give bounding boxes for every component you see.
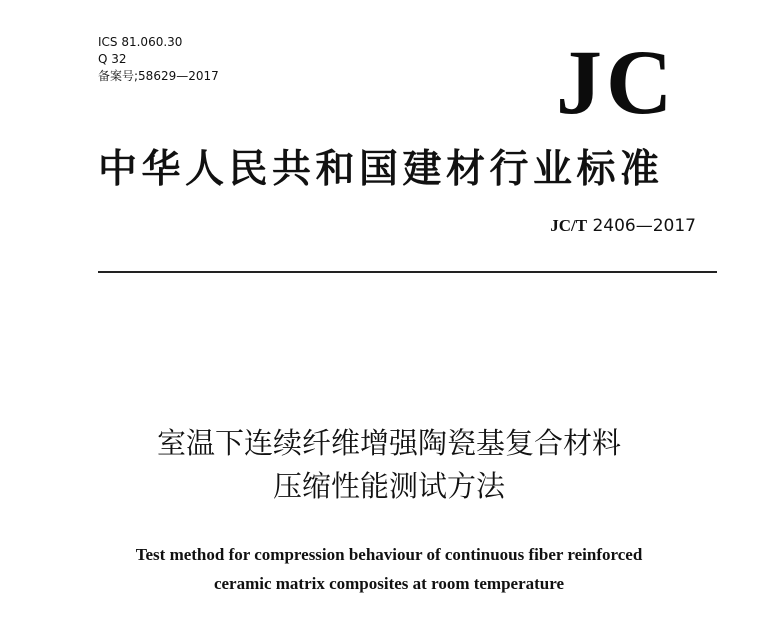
standard-code: 2406—2017 — [592, 216, 696, 236]
chinese-title-line-1: 室温下连续纤维增强陶瓷基复合材料 — [156, 426, 621, 460]
standard-prefix: JC/T — [550, 216, 588, 235]
ics-code: ICS 81.060.30 — [98, 35, 183, 49]
header-divider — [98, 271, 717, 273]
filing-number: 备案号;58629—2017 — [98, 69, 219, 83]
standard-number — [550, 216, 696, 236]
english-title-line-2: ceramic matrix composites at room temperature — [213, 574, 565, 593]
classification-block — [98, 34, 219, 85]
chinese-title — [0, 422, 778, 508]
jc-logo: JC — [556, 31, 677, 133]
issuing-authority-title: 中华人民共和国建材行业标准 — [98, 147, 664, 192]
english-title-line-1: Test method for compression behaviour of continuous fiber reinforced — [135, 545, 643, 564]
chinese-title-line-2: 压缩性能测试方法 — [272, 469, 505, 503]
ccs-code: Q 32 — [98, 52, 127, 66]
english-title — [0, 540, 778, 598]
